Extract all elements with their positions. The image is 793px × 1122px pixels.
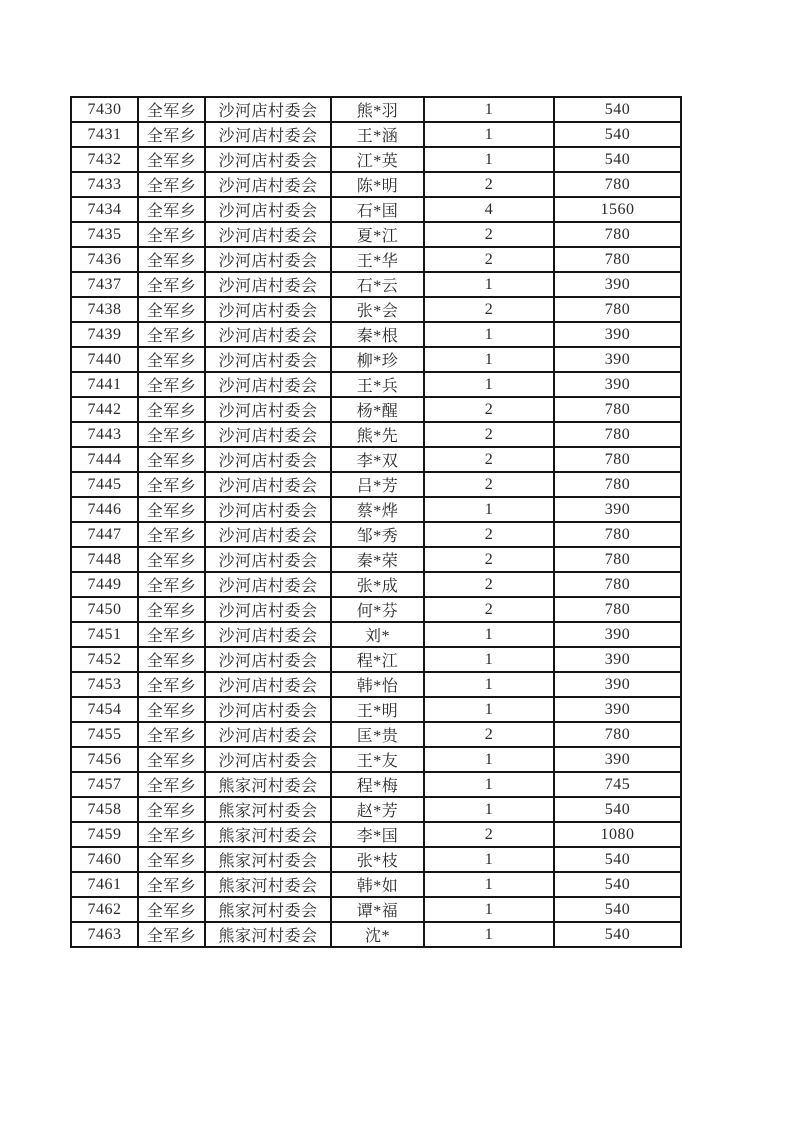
cell-name: 蔡*烨: [331, 497, 424, 522]
table-row: [71, 122, 681, 147]
cell-village: 沙河店村委会: [205, 422, 331, 447]
cell-township: 全军乡: [138, 597, 205, 622]
cell-serial: 7457: [71, 772, 138, 797]
table-row: [71, 597, 681, 622]
cell-serial: 7463: [71, 922, 138, 947]
cell-count: 2: [424, 422, 554, 447]
cell-amount: 540: [554, 872, 681, 897]
cell-township: 全军乡: [138, 797, 205, 822]
cell-amount: 780: [554, 222, 681, 247]
table-row: [71, 722, 681, 747]
cell-serial: 7452: [71, 647, 138, 672]
cell-amount: 390: [554, 697, 681, 722]
cell-township: 全军乡: [138, 622, 205, 647]
cell-count: 2: [424, 822, 554, 847]
cell-serial: 7456: [71, 747, 138, 772]
cell-name: 张*成: [331, 572, 424, 597]
cell-serial: 7437: [71, 272, 138, 297]
cell-township: 全军乡: [138, 747, 205, 772]
cell-village: 沙河店村委会: [205, 372, 331, 397]
cell-amount: 390: [554, 647, 681, 672]
cell-name: 吕*芳: [331, 472, 424, 497]
cell-amount: 1560: [554, 197, 681, 222]
cell-name: 秦*根: [331, 322, 424, 347]
cell-township: 全军乡: [138, 922, 205, 947]
cell-count: 1: [424, 497, 554, 522]
cell-township: 全军乡: [138, 422, 205, 447]
cell-amount: 540: [554, 797, 681, 822]
table-row: [71, 647, 681, 672]
cell-village: 沙河店村委会: [205, 247, 331, 272]
table-row: [71, 297, 681, 322]
cell-serial: 7434: [71, 197, 138, 222]
cell-village: 沙河店村委会: [205, 547, 331, 572]
table-row: [71, 522, 681, 547]
cell-name: 谭*福: [331, 897, 424, 922]
cell-name: 赵*芳: [331, 797, 424, 822]
cell-count: 1: [424, 97, 554, 122]
cell-village: 熊家河村委会: [205, 797, 331, 822]
table-row: [71, 822, 681, 847]
cell-amount: 745: [554, 772, 681, 797]
cell-township: 全军乡: [138, 122, 205, 147]
cell-amount: 780: [554, 172, 681, 197]
cell-name: 杨*醒: [331, 397, 424, 422]
cell-amount: 540: [554, 147, 681, 172]
cell-township: 全军乡: [138, 872, 205, 897]
table-row: [71, 322, 681, 347]
cell-serial: 7458: [71, 797, 138, 822]
cell-township: 全军乡: [138, 197, 205, 222]
cell-village: 沙河店村委会: [205, 597, 331, 622]
table-row: [71, 847, 681, 872]
cell-count: 1: [424, 897, 554, 922]
cell-count: 1: [424, 697, 554, 722]
cell-village: 熊家河村委会: [205, 847, 331, 872]
cell-serial: 7438: [71, 297, 138, 322]
cell-count: 1: [424, 347, 554, 372]
cell-count: 2: [424, 297, 554, 322]
cell-count: 1: [424, 322, 554, 347]
cell-serial: 7439: [71, 322, 138, 347]
cell-serial: 7451: [71, 622, 138, 647]
cell-village: 熊家河村委会: [205, 822, 331, 847]
cell-village: 沙河店村委会: [205, 397, 331, 422]
cell-amount: 390: [554, 672, 681, 697]
cell-amount: 780: [554, 472, 681, 497]
cell-serial: 7431: [71, 122, 138, 147]
cell-count: 1: [424, 847, 554, 872]
cell-village: 沙河店村委会: [205, 747, 331, 772]
table-row: [71, 422, 681, 447]
table-row: [71, 172, 681, 197]
cell-name: 江*英: [331, 147, 424, 172]
cell-serial: 7433: [71, 172, 138, 197]
cell-serial: 7442: [71, 397, 138, 422]
cell-count: 2: [424, 572, 554, 597]
cell-serial: 7444: [71, 447, 138, 472]
cell-amount: 390: [554, 272, 681, 297]
cell-name: 王*明: [331, 697, 424, 722]
cell-count: 1: [424, 372, 554, 397]
cell-name: 熊*羽: [331, 97, 424, 122]
cell-count: 1: [424, 797, 554, 822]
cell-village: 沙河店村委会: [205, 97, 331, 122]
table-row: [71, 472, 681, 497]
cell-village: 沙河店村委会: [205, 172, 331, 197]
cell-name: 石*国: [331, 197, 424, 222]
cell-township: 全军乡: [138, 897, 205, 922]
cell-amount: 540: [554, 922, 681, 947]
cell-amount: 540: [554, 122, 681, 147]
cell-serial: 7449: [71, 572, 138, 597]
cell-serial: 7436: [71, 247, 138, 272]
cell-name: 石*云: [331, 272, 424, 297]
cell-village: 沙河店村委会: [205, 222, 331, 247]
table-row: [71, 347, 681, 372]
cell-serial: 7430: [71, 97, 138, 122]
cell-village: 沙河店村委会: [205, 497, 331, 522]
cell-serial: 7462: [71, 897, 138, 922]
cell-name: 韩*怡: [331, 672, 424, 697]
cell-name: 王*涵: [331, 122, 424, 147]
table-row: [71, 897, 681, 922]
cell-township: 全军乡: [138, 672, 205, 697]
cell-amount: 390: [554, 372, 681, 397]
cell-village: 沙河店村委会: [205, 122, 331, 147]
cell-township: 全军乡: [138, 522, 205, 547]
cell-township: 全军乡: [138, 772, 205, 797]
cell-township: 全军乡: [138, 147, 205, 172]
cell-township: 全军乡: [138, 397, 205, 422]
cell-name: 张*枝: [331, 847, 424, 872]
cell-count: 2: [424, 722, 554, 747]
cell-village: 沙河店村委会: [205, 697, 331, 722]
cell-village: 沙河店村委会: [205, 647, 331, 672]
cell-township: 全军乡: [138, 472, 205, 497]
cell-village: 沙河店村委会: [205, 472, 331, 497]
cell-amount: 390: [554, 322, 681, 347]
cell-village: 沙河店村委会: [205, 147, 331, 172]
cell-amount: 540: [554, 97, 681, 122]
cell-name: 沈*: [331, 922, 424, 947]
cell-township: 全军乡: [138, 272, 205, 297]
cell-count: 2: [424, 597, 554, 622]
cell-name: 陈*明: [331, 172, 424, 197]
cell-count: 1: [424, 122, 554, 147]
cell-count: 1: [424, 922, 554, 947]
table-row: [71, 672, 681, 697]
cell-township: 全军乡: [138, 447, 205, 472]
table-row: [71, 497, 681, 522]
cell-township: 全军乡: [138, 372, 205, 397]
cell-township: 全军乡: [138, 822, 205, 847]
cell-village: 沙河店村委会: [205, 347, 331, 372]
cell-serial: 7443: [71, 422, 138, 447]
cell-serial: 7445: [71, 472, 138, 497]
cell-amount: 780: [554, 597, 681, 622]
cell-serial: 7459: [71, 822, 138, 847]
cell-village: 沙河店村委会: [205, 297, 331, 322]
cell-name: 何*芬: [331, 597, 424, 622]
cell-name: 程*梅: [331, 772, 424, 797]
table-row: [71, 447, 681, 472]
table-row: [71, 772, 681, 797]
cell-amount: 780: [554, 397, 681, 422]
cell-serial: 7432: [71, 147, 138, 172]
cell-amount: 1080: [554, 822, 681, 847]
cell-amount: 780: [554, 297, 681, 322]
cell-count: 1: [424, 872, 554, 897]
cell-count: 2: [424, 222, 554, 247]
cell-village: 熊家河村委会: [205, 897, 331, 922]
table-row: [71, 247, 681, 272]
table-row: [71, 397, 681, 422]
cell-serial: 7453: [71, 672, 138, 697]
cell-village: 沙河店村委会: [205, 622, 331, 647]
cell-count: 2: [424, 472, 554, 497]
cell-name: 刘*: [331, 622, 424, 647]
cell-serial: 7441: [71, 372, 138, 397]
table-row: [71, 272, 681, 297]
cell-township: 全军乡: [138, 247, 205, 272]
cell-count: 1: [424, 272, 554, 297]
cell-name: 王*兵: [331, 372, 424, 397]
cell-village: 熊家河村委会: [205, 872, 331, 897]
table-row: [71, 747, 681, 772]
cell-count: 1: [424, 622, 554, 647]
cell-serial: 7440: [71, 347, 138, 372]
cell-count: 4: [424, 197, 554, 222]
cell-count: 2: [424, 522, 554, 547]
cell-count: 1: [424, 147, 554, 172]
cell-amount: 390: [554, 747, 681, 772]
cell-count: 1: [424, 747, 554, 772]
cell-township: 全军乡: [138, 572, 205, 597]
cell-name: 熊*先: [331, 422, 424, 447]
cell-township: 全军乡: [138, 497, 205, 522]
cell-township: 全军乡: [138, 697, 205, 722]
cell-amount: 780: [554, 722, 681, 747]
cell-name: 韩*如: [331, 872, 424, 897]
table-row: [71, 697, 681, 722]
cell-serial: 7454: [71, 697, 138, 722]
cell-village: 沙河店村委会: [205, 672, 331, 697]
cell-amount: 390: [554, 347, 681, 372]
cell-count: 2: [424, 447, 554, 472]
cell-amount: 780: [554, 547, 681, 572]
table-row: [71, 147, 681, 172]
cell-name: 李*双: [331, 447, 424, 472]
cell-village: 沙河店村委会: [205, 447, 331, 472]
table-row: [71, 872, 681, 897]
table-row: [71, 372, 681, 397]
cell-name: 李*国: [331, 822, 424, 847]
cell-amount: 780: [554, 447, 681, 472]
table-row: [71, 197, 681, 222]
table-row: [71, 222, 681, 247]
cell-township: 全军乡: [138, 172, 205, 197]
cell-village: 沙河店村委会: [205, 197, 331, 222]
cell-name: 夏*江: [331, 222, 424, 247]
cell-amount: 390: [554, 497, 681, 522]
cell-name: 秦*荣: [331, 547, 424, 572]
table-body: [71, 97, 681, 947]
cell-township: 全军乡: [138, 322, 205, 347]
cell-serial: 7448: [71, 547, 138, 572]
table-row: [71, 922, 681, 947]
cell-count: 2: [424, 397, 554, 422]
cell-township: 全军乡: [138, 347, 205, 372]
cell-serial: 7447: [71, 522, 138, 547]
cell-amount: 390: [554, 622, 681, 647]
cell-amount: 540: [554, 897, 681, 922]
cell-village: 沙河店村委会: [205, 322, 331, 347]
cell-village: 沙河店村委会: [205, 522, 331, 547]
cell-serial: 7461: [71, 872, 138, 897]
cell-serial: 7460: [71, 847, 138, 872]
cell-amount: 780: [554, 422, 681, 447]
cell-name: 王*友: [331, 747, 424, 772]
table-row: [71, 797, 681, 822]
cell-village: 熊家河村委会: [205, 922, 331, 947]
cell-village: 沙河店村委会: [205, 572, 331, 597]
cell-count: 2: [424, 547, 554, 572]
cell-township: 全军乡: [138, 222, 205, 247]
cell-township: 全军乡: [138, 97, 205, 122]
cell-count: 2: [424, 247, 554, 272]
cell-name: 程*江: [331, 647, 424, 672]
cell-serial: 7446: [71, 497, 138, 522]
cell-township: 全军乡: [138, 647, 205, 672]
cell-count: 1: [424, 647, 554, 672]
cell-amount: 780: [554, 247, 681, 272]
records-table: [70, 96, 682, 948]
table-row: [71, 572, 681, 597]
table-row: [71, 547, 681, 572]
cell-count: 1: [424, 672, 554, 697]
cell-name: 匡*贵: [331, 722, 424, 747]
cell-name: 张*会: [331, 297, 424, 322]
cell-village: 沙河店村委会: [205, 272, 331, 297]
cell-village: 沙河店村委会: [205, 722, 331, 747]
cell-serial: 7435: [71, 222, 138, 247]
cell-serial: 7455: [71, 722, 138, 747]
cell-count: 2: [424, 172, 554, 197]
cell-name: 邹*秀: [331, 522, 424, 547]
table-row: [71, 622, 681, 647]
cell-amount: 780: [554, 522, 681, 547]
cell-village: 熊家河村委会: [205, 772, 331, 797]
cell-amount: 540: [554, 847, 681, 872]
table-row: [71, 97, 681, 122]
cell-amount: 780: [554, 572, 681, 597]
cell-serial: 7450: [71, 597, 138, 622]
cell-count: 1: [424, 772, 554, 797]
cell-township: 全军乡: [138, 847, 205, 872]
cell-township: 全军乡: [138, 722, 205, 747]
cell-name: 柳*珍: [331, 347, 424, 372]
cell-township: 全军乡: [138, 547, 205, 572]
cell-township: 全军乡: [138, 297, 205, 322]
cell-name: 王*华: [331, 247, 424, 272]
